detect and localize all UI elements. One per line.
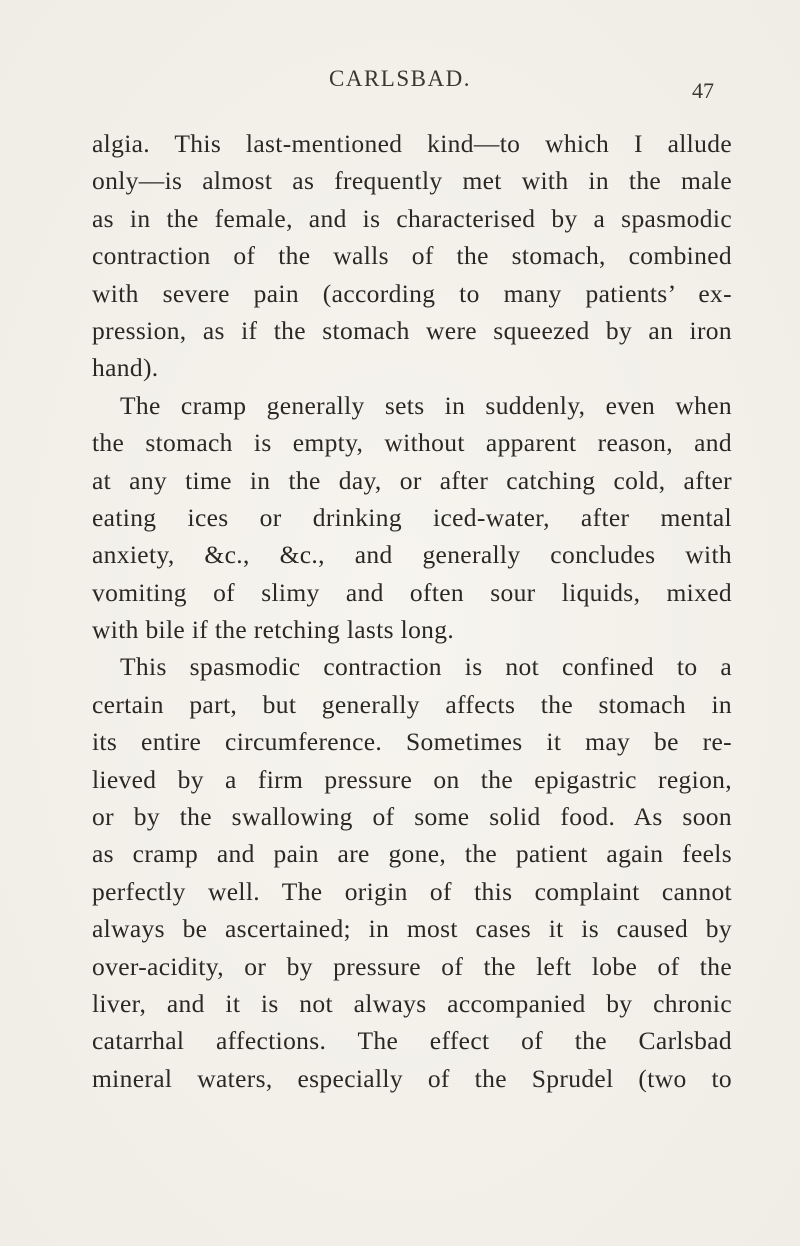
text-line: as in the female, and is characterised by a spasmodic <box>92 203 732 233</box>
text-line: mineral waters, especially of the Sprudel (two to <box>92 1063 732 1093</box>
text-line: liver, and it is not always accompanied by chronic <box>92 988 732 1018</box>
text-line: as cramp and pain are gone, the patient again feels <box>92 839 732 869</box>
text-line: The cramp generally sets in suddenly, even when <box>120 390 732 420</box>
text-line: This spasmodic contraction is not confined to a <box>120 652 732 682</box>
text-line: vomiting of slimy and often sour liquids, mixed <box>92 577 732 607</box>
text-line: or by the swallowing of some solid food. As soon <box>92 802 732 832</box>
page-header <box>0 66 800 106</box>
text-line: hand). <box>92 353 159 383</box>
text-line: catarrhal affections. The effect of the Carlsbad <box>92 1026 732 1056</box>
text-line: anxiety, &c., &c., and generally concludes with <box>92 540 732 570</box>
text-line: over-acidity, or by pressure of the left lobe of the <box>92 951 732 981</box>
text-line: its entire circumference. Sometimes it may be re- <box>92 727 732 757</box>
text-line: the stomach is empty, without apparent reason, and <box>92 428 732 458</box>
body-text <box>92 125 732 1097</box>
text-line: eating ices or drinking iced-water, after mental <box>92 502 732 532</box>
text-line: only—is almost as frequently met with in the male <box>92 166 732 196</box>
text-line: always be ascertained; in most cases it is caused by <box>92 914 732 944</box>
page-number: 47 <box>692 78 714 103</box>
text-line: certain part, but generally affects the stomach in <box>92 689 732 719</box>
text-line: contraction of the walls of the stomach, combined <box>92 241 732 271</box>
text-line: with bile if the retching lasts long. <box>92 615 455 645</box>
running-head: CARLSBAD. <box>329 66 471 91</box>
text-line: perfectly well. The origin of this complaint cannot <box>92 876 732 906</box>
text-line: algia. This last-mentioned kind—to which I allude <box>92 129 732 158</box>
text-line: pression, as if the stomach were squeezed by an iron <box>92 315 732 345</box>
text-line: at any time in the day, or after catching cold, after <box>92 465 732 495</box>
text-line: with severe pain (according to many patients’ ex- <box>92 278 732 308</box>
text-line: lieved by a firm pressure on the epigastric region, <box>92 764 732 794</box>
